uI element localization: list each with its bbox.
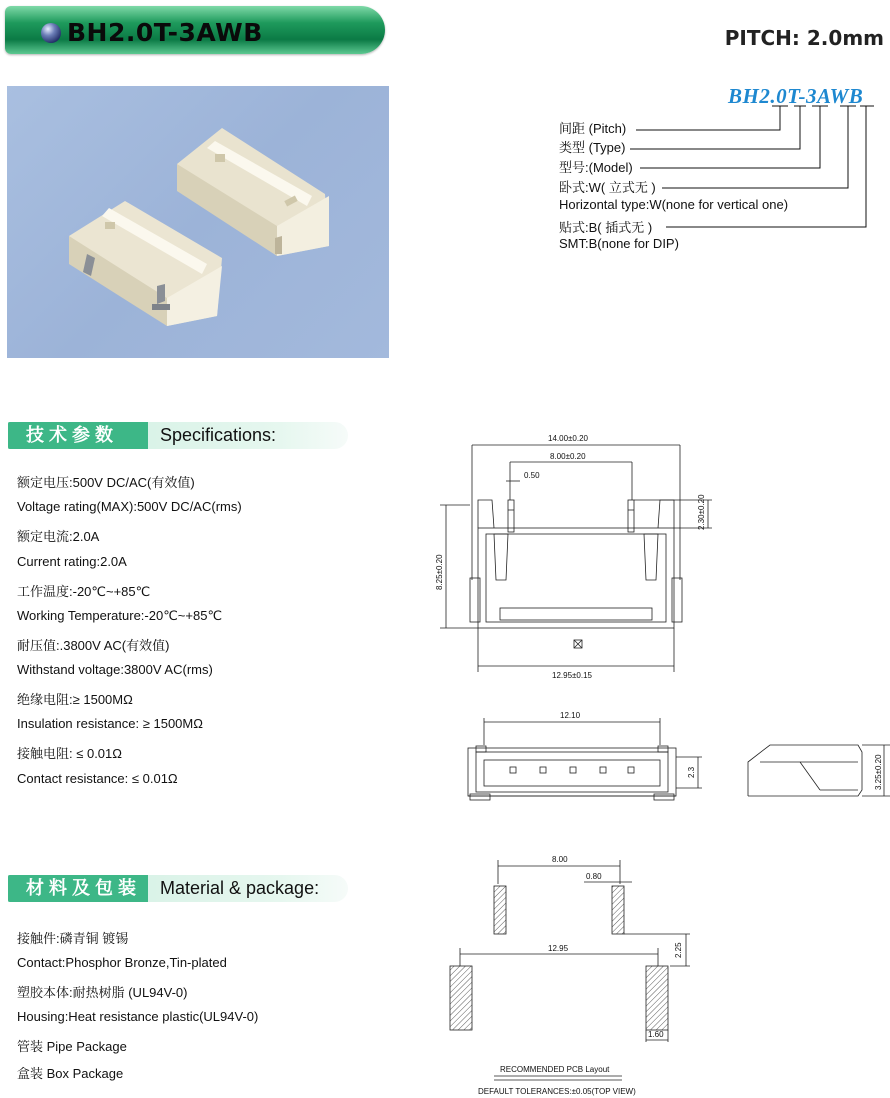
model-title: BH2.0T-3AWB [67, 18, 263, 47]
spec-temperature-cn: 工作温度:-20℃~+85℃ [17, 584, 151, 599]
pcb-layout-caption: RECOMMENDED PCB Layout [500, 1065, 610, 1074]
material-title-en: Material & package: [160, 878, 320, 898]
dim-pcb-big-pad: 1.60 [648, 1030, 664, 1039]
dim-pin-width: 0.50 [524, 471, 540, 480]
pcb-layout-drawing [450, 860, 690, 1080]
material-contact-cn: 接触件:磷青铜 镀锡 [17, 931, 129, 946]
model-code: BH2.0T-3AWB [728, 84, 864, 108]
legend-horizontal-cn: 卧式:W( 立式无 ) [559, 180, 656, 195]
material-pipe-package: 管装 Pipe Package [17, 1039, 127, 1054]
specifications-title-en: Specifications: [160, 425, 277, 445]
dim-bottom-width: 12.95±0.15 [552, 671, 592, 680]
dim-pcb-pad: 0.80 [586, 872, 602, 881]
specifications-title-cn: 技术参数 [8, 422, 148, 449]
dim-pcb-gap: 2.25 [674, 942, 683, 958]
spec-contact-cn: 接触电阻: ≤ 0.01Ω [17, 746, 122, 761]
spec-current-en: Current rating:2.0A [17, 554, 127, 569]
pcb-tolerance-note: DEFAULT TOLERANCES:±0.05(TOP VIEW) [478, 1087, 636, 1096]
spec-contact-en: Contact resistance: ≤ 0.01Ω [17, 771, 178, 786]
front-view-drawing [468, 718, 702, 800]
material-box-package: 盒装 Box Package [17, 1066, 124, 1081]
legend-pitch: 间距 (Pitch) [559, 121, 627, 136]
spec-voltage-en: Voltage rating(MAX):500V DC/AC(rms) [17, 499, 242, 514]
dim-front-width: 12.10 [560, 711, 581, 720]
legend-horizontal-en: Horizontal type:W(none for vertical one) [559, 197, 789, 212]
dim-pitch-span: 8.00±0.20 [550, 452, 586, 461]
spec-withstand-en: Withstand voltage:3800V AC(rms) [17, 662, 213, 677]
material-housing-en: Housing:Heat resistance plastic(UL94V-0) [17, 1009, 259, 1024]
side-view-labels [874, 754, 883, 790]
dim-pcb-span: 12.95 [548, 944, 569, 953]
pitch-label: PITCH: 2.0mm [724, 26, 884, 50]
material-housing-cn: 塑胶本体:耐热树脂 (UL94V-0) [17, 985, 188, 1000]
legend-smt-en: SMT:B(none for DIP) [559, 236, 679, 251]
spec-temperature-en: Working Temperature:-20℃~+85℃ [17, 608, 223, 623]
legend-model: 型号:(Model) [559, 160, 633, 175]
spec-withstand-cn: 耐压值:.3800V AC(有效值) [17, 638, 170, 653]
dim-pin-length: 2.30±0.20 [697, 494, 706, 530]
dim-side-height: 3.25±0.20 [874, 754, 883, 790]
legend-smt-cn: 贴式:B( 插式无 ) [559, 220, 653, 235]
top-view-labels [435, 434, 706, 680]
dim-overall: 14.00±0.20 [548, 434, 588, 443]
spec-current-cn: 额定电流:2.0A [17, 529, 100, 544]
side-view-drawing [748, 745, 890, 796]
dim-front-height: 2.3 [687, 766, 696, 778]
dim-body-height: 8.25±0.20 [435, 554, 444, 590]
spec-voltage-cn: 额定电压:500V DC/AC(有效值) [17, 475, 195, 490]
dim-pcb-pitch: 8.00 [552, 855, 568, 864]
material-title-cn: 材料及包装 [8, 875, 148, 902]
spec-insulation-en: Insulation resistance: ≥ 1500MΩ [17, 716, 203, 731]
legend-type: 类型 (Type) [559, 140, 626, 155]
spec-insulation-cn: 绝缘电阻:≥ 1500MΩ [17, 692, 133, 707]
top-view-drawing [440, 445, 712, 672]
material-contact-en: Contact:Phosphor Bronze,Tin-plated [17, 955, 227, 970]
